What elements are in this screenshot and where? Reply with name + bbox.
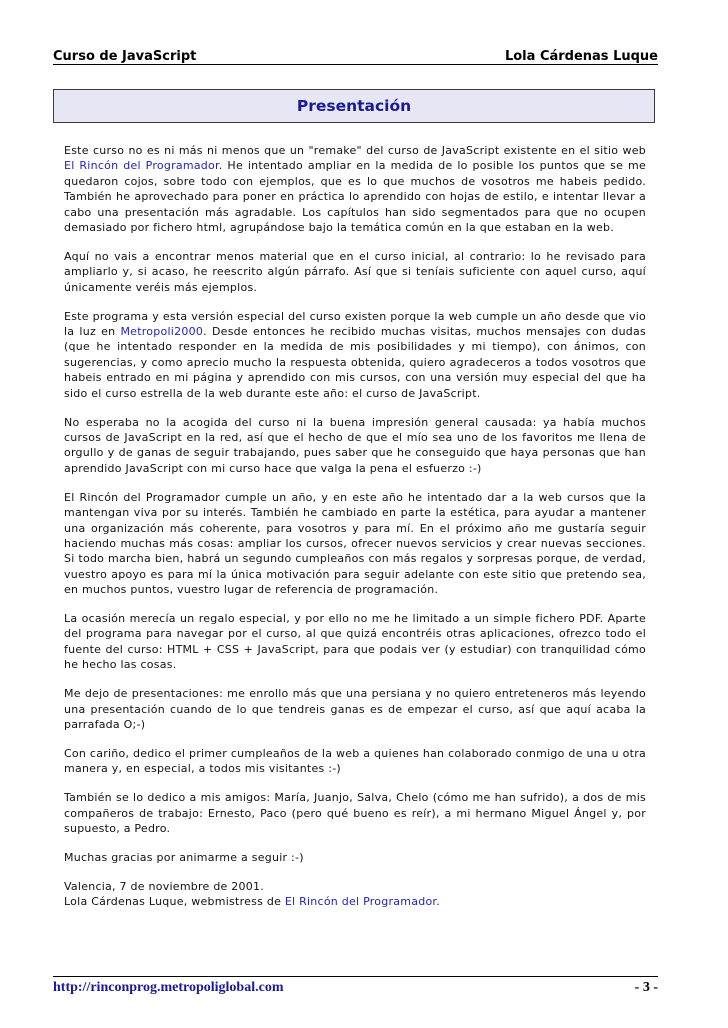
header-course-title: Curso de JavaScript [53,49,197,64]
signature-line-2-a: Lola Cárdenas Luque, webmistress de [64,895,285,909]
paragraph-9: También se lo dedico a mis amigos: María, Juanjo, Salva, Chelo (cómo me han sufrido), a dos de mis compañeros de trabajo: Ernesto, Paco (pero qué bueno es reír), a mi hermano Miguel Ángel y, por supuesto, a Pedro. [64,791,646,836]
paragraph-2: Aquí no vais a encontrar menos material que en el curso inicial, al contrario: lo he revisado para ampliarlo y, si acaso, he reescrito algún párrafo. Así que si teníais suficiente con aquel curso, aquí únicamente veréis más ejemplos. [64,249,646,294]
paragraph-3 [64,309,646,401]
footer-url-link[interactable]: http://rinconprog.metropoliglobal.com [53,980,284,995]
signature-line-2-b: . [436,895,440,909]
document-body [64,143,646,923]
paragraph-1-text-a: Este curso no es ni más ni menos que un "remake" del curso de JavaScript existente en el sitio web [64,144,646,157]
page-header [53,40,658,64]
section-title-box [53,89,655,123]
header-divider [53,64,658,65]
paragraph-3-text-b: . Desde entonces he recibido muchas visitas, muchos mensajes con dudas (que he intentado responder en la medida de mis posibilidades y mi tiempo), con ánimos, con sugerencias, y como aprecio mucho la respuesta obtenida, quiero agradeceros a todos vosotros que habeis entrado en mi página y aprendido con mis cursos, con una versión muy especial del que ha sido el curso estrella de la web durante este año: el curso de JavaScript. [64,325,647,400]
signature-line-1: Valencia, 7 de noviembre de 2001. [64,879,265,893]
link-rincon-programador-signature[interactable]: El Rincón del Programador [284,895,437,909]
header-author: Lola Cárdenas Luque [504,49,658,64]
paragraph-6: La ocasión merecía un regalo especial, y por ello no me he limitado a un simple fichero PDF. Aparte del programa para navegar por el curso, al que quizá encontréis otras aplicaciones, ofrezco todo el fuente del curso: HTML + CSS + JavaScript, para que podais ver (y estudiar) con tranquilidad cómo he hecho las cosas. [64,612,646,672]
link-metropoli2000[interactable]: Metropoli2000 [120,325,204,339]
page-footer [53,980,658,996]
link-rincon-programador[interactable]: El Rincón del Programador [64,159,219,173]
paragraph-5: El Rincón del Programador cumple un año, y en este año he intentado dar a la web cursos que la mantengan viva por su interés. También he cambiado en parte la estética, para ayudar a mantener una organización más coherente, para vosotros y para mí. En el próximo año me gustaría seguir haciendo muchas más cosas: ampliar los cursos, ofrecer nuevos servicios y crear nuevas secciones. Si todo marcha bien, habrá un segundo cumpleaños con más regalos y sorpresas porque, de verdad, vuestro apoyo es para mí la única motivación para seguir adelante con este sitio que pretendo sea, en muchos puntos, vuestro lugar de referencia de programación. [64,490,646,597]
footer-divider [53,976,658,977]
signature [64,879,646,910]
paragraph-4: No esperaba no la acogida del curso ni la buena impresión general causada: ya había muchos cursos de JavaScript en la red, así que el hecho de que el mío sea uno de los favoritos me llena de orgullo y de ganas de seguir trabajando, pues saber que he conseguido que haya personas que han aprendido JavaScript con mi curso hace que valga la pena el esfuerzo :-) [64,415,646,475]
paragraph-1 [64,143,646,235]
paragraph-8: Con cariño, dedico el primer cumpleaños de la web a quienes han colaborado conmigo de una u otra manera y, en especial, a todos mis visitantes :-) [64,746,646,776]
paragraph-1-text-b: . He intentado ampliar en la medida de lo posible los puntos que se me quedaron cojos, sobre todo con ejemplos, que es lo que muchos de vosotros me habeis pedido. También he aprovechado para poner en práctica lo aprendido con hojas de estilo, e intentar llevar a cabo una presentación más agradable. Los capítulos han sido segmentados para que no ocupen demasiado por fichero html, agrupándose bajo la temática común en la que estaban en la web. [64,159,646,235]
paragraph-10: Muchas gracias por animarme a seguir :-) [64,850,304,864]
section-title: Presentación [296,97,412,115]
page-number: - 3 - [634,980,658,995]
paragraph-7: Me dejo de presentaciones: me enrollo más que una persiana y no quiero entreteneros más leyendo una presentación cuando de lo que tendreis ganas es de empezar el curso, así que aquí acaba la parrafada O;-) [64,687,646,731]
paragraph-3-text-a: Este programa y esta versión especial del curso existen porque la web cumple un año desde que vio la luz en [64,309,646,339]
